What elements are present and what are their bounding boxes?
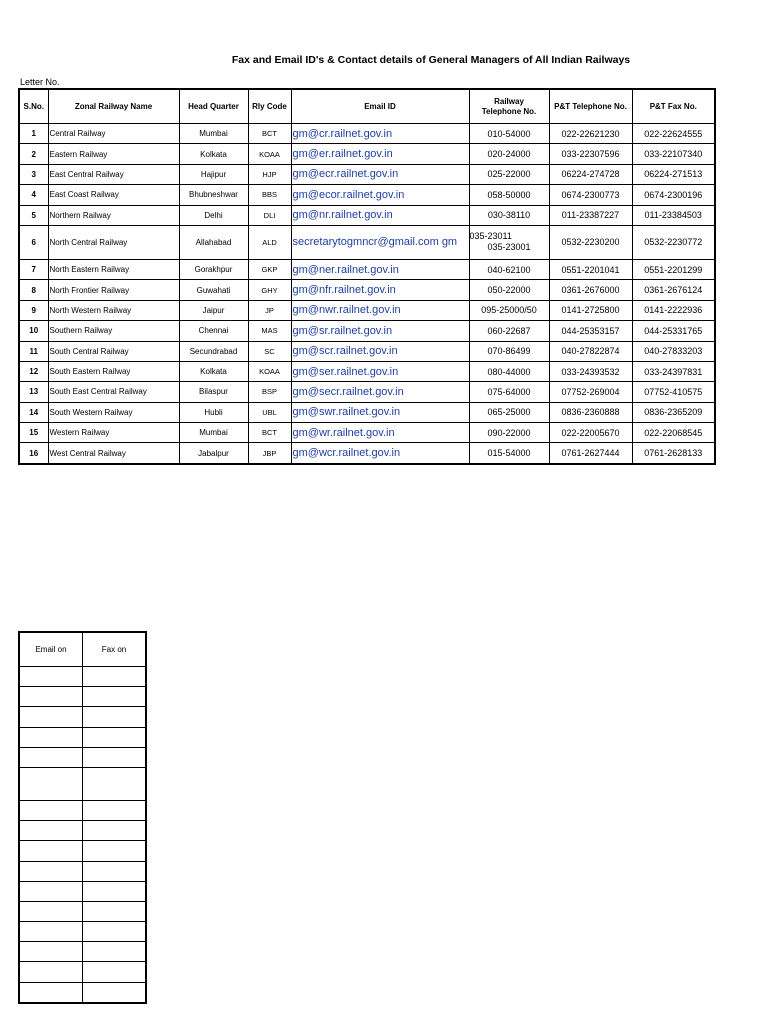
table-row: [19, 225, 715, 259]
row-email[interactable]: gm@ecor.railnet.gov.in: [291, 185, 469, 205]
row-railway-telephone: 080-44000: [469, 361, 549, 381]
row-pt-fax: 033-24397831: [632, 361, 715, 381]
row-pt-telephone: 06224-274728: [549, 164, 632, 184]
table-row: [19, 321, 715, 341]
header-railway-telephone: [469, 89, 549, 124]
table-row: [19, 185, 715, 205]
row-email[interactable]: gm@ner.railnet.gov.in: [291, 259, 469, 279]
row-zone-name: Western Railway: [48, 423, 179, 443]
row-sno: 14: [19, 402, 48, 422]
row-sno: 7: [19, 259, 48, 279]
log-row: [19, 841, 146, 861]
log-row: [19, 800, 146, 820]
row-zone-name: Northern Railway: [48, 205, 179, 225]
row-pt-fax: 0141-2222936: [632, 300, 715, 320]
row-zone-name: West Central Railway: [48, 443, 179, 464]
row-email[interactable]: gm@sr.railnet.gov.in: [291, 321, 469, 341]
row-railway-telephone: 030-38110: [469, 205, 549, 225]
row-sno: 8: [19, 280, 48, 300]
row-sno: 1: [19, 124, 48, 144]
row-sno: 12: [19, 361, 48, 381]
fax-on-cell[interactable]: [83, 767, 147, 800]
row-pt-fax: 0361-2676124: [632, 280, 715, 300]
row-zone-name: South Eastern Railway: [48, 361, 179, 381]
table-row: [19, 205, 715, 225]
row-head-quarter: Hajipur: [179, 164, 248, 184]
table-row: [19, 300, 715, 320]
row-pt-fax: 0532-2230772: [632, 225, 715, 259]
email-on-cell[interactable]: [19, 942, 83, 962]
row-zone-name: North Eastern Railway: [48, 259, 179, 279]
fax-on-header: Fax on: [83, 632, 147, 667]
row-pt-telephone: 07752-269004: [549, 382, 632, 402]
row-sno: 2: [19, 144, 48, 164]
email-on-cell[interactable]: [19, 707, 83, 727]
fax-on-cell[interactable]: [83, 861, 147, 881]
row-rly-code: HJP: [248, 164, 291, 184]
fax-on-cell[interactable]: [83, 982, 147, 1003]
row-rly-code: BCT: [248, 124, 291, 144]
railway-contacts-table: [18, 88, 716, 465]
log-row: [19, 667, 146, 687]
row-pt-telephone: 0761-2627444: [549, 443, 632, 464]
row-railway-telephone: 020-24000: [469, 144, 549, 164]
row-rly-code: UBL: [248, 402, 291, 422]
row-zone-name: North Frontier Railway: [48, 280, 179, 300]
row-head-quarter: Bilaspur: [179, 382, 248, 402]
row-zone-name: South East Central Railway: [48, 382, 179, 402]
fax-on-cell[interactable]: [83, 881, 147, 901]
log-row: [19, 687, 146, 707]
row-email[interactable]: gm@nwr.railnet.gov.in: [291, 300, 469, 320]
log-row: [19, 747, 146, 767]
email-fax-log-table: [18, 631, 147, 1004]
row-zone-name: East Coast Railway: [48, 185, 179, 205]
row-pt-fax: 022-22068545: [632, 423, 715, 443]
row-pt-fax: 022-22624555: [632, 124, 715, 144]
email-on-cell[interactable]: [19, 687, 83, 707]
row-sno: 15: [19, 423, 48, 443]
row-pt-telephone: 040-27822874: [549, 341, 632, 361]
table-row: [19, 280, 715, 300]
fax-on-cell[interactable]: [83, 821, 147, 841]
header-rly-code: Rly Code: [248, 89, 291, 124]
row-rly-code: SC: [248, 341, 291, 361]
log-row: [19, 962, 146, 982]
row-sno: 10: [19, 321, 48, 341]
row-email[interactable]: gm@ser.railnet.gov.in: [291, 361, 469, 381]
log-row: [19, 881, 146, 901]
row-pt-telephone: 022-22621230: [549, 124, 632, 144]
row-email[interactable]: gm@swr.railnet.gov.in: [291, 402, 469, 422]
table-row: [19, 124, 715, 144]
letter-number-label: Letter No.: [20, 77, 60, 87]
row-sno: 13: [19, 382, 48, 402]
fax-on-cell[interactable]: [83, 922, 147, 942]
header-pt-telephone: P&T Telephone No.: [549, 89, 632, 124]
row-rly-code: BCT: [248, 423, 291, 443]
table-row: [19, 443, 715, 464]
row-sno: 6: [19, 225, 48, 259]
row-zone-name: Central Railway: [48, 124, 179, 144]
header-railway-telephone-line1: Railway: [494, 96, 524, 106]
row-pt-fax: 044-25331765: [632, 321, 715, 341]
log-row: [19, 982, 146, 1003]
row-head-quarter: Jabalpur: [179, 443, 248, 464]
row-zone-name: Southern Railway: [48, 321, 179, 341]
row-pt-telephone: 0141-2725800: [549, 300, 632, 320]
row-email[interactable]: gm@nfr.railnet.gov.in: [291, 280, 469, 300]
fax-on-cell[interactable]: [83, 800, 147, 820]
row-sno: 5: [19, 205, 48, 225]
row-pt-telephone: 0674-2300773: [549, 185, 632, 205]
log-row: [19, 821, 146, 841]
row-zone-name: East Central Railway: [48, 164, 179, 184]
email-on-cell[interactable]: [19, 841, 83, 861]
row-pt-fax: 06224-271513: [632, 164, 715, 184]
table-row: [19, 423, 715, 443]
row-head-quarter: Mumbai: [179, 124, 248, 144]
row-pt-fax: 0551-2201299: [632, 259, 715, 279]
log-row: [19, 727, 146, 747]
row-pt-telephone: 033-24393532: [549, 361, 632, 381]
row-email[interactable]: gm@secr.railnet.gov.in: [291, 382, 469, 402]
row-email[interactable]: gm@wcr.railnet.gov.in: [291, 443, 469, 464]
log-row: [19, 767, 146, 800]
row-head-quarter: Hubli: [179, 402, 248, 422]
row-railway-telephone: 050-22000: [469, 280, 549, 300]
email-on-cell[interactable]: [19, 881, 83, 901]
log-row: [19, 861, 146, 881]
header-head-quarter: Head Quarter: [179, 89, 248, 124]
row-email[interactable]: gm@er.railnet.gov.in: [291, 144, 469, 164]
row-railway-telephone-line2: 035-23001: [487, 242, 531, 253]
row-email[interactable]: gm@scr.railnet.gov.in: [291, 341, 469, 361]
row-head-quarter: Kolkata: [179, 361, 248, 381]
email-on-cell[interactable]: [19, 821, 83, 841]
fax-on-cell[interactable]: [83, 747, 147, 767]
row-zone-name: North Central Railway: [48, 225, 179, 259]
email-on-cell[interactable]: [19, 922, 83, 942]
row-pt-telephone: 044-25353157: [549, 321, 632, 341]
row-sno: 11: [19, 341, 48, 361]
email-on-cell[interactable]: [19, 767, 83, 800]
row-email[interactable]: gm@wr.railnet.gov.in: [291, 423, 469, 443]
header-railway-telephone-line2: Telephone No.: [481, 106, 537, 116]
row-railway-telephone-line1: 035-23011: [469, 231, 512, 242]
row-railway-telephone: 070-86499: [469, 341, 549, 361]
log-row: [19, 922, 146, 942]
table-row: [19, 259, 715, 279]
row-head-quarter: Gorakhpur: [179, 259, 248, 279]
row-zone-name: North Western Railway: [48, 300, 179, 320]
email-on-cell[interactable]: [19, 901, 83, 921]
row-railway-telephone: 065-25000: [469, 402, 549, 422]
table-header-row: [19, 89, 715, 124]
fax-on-cell[interactable]: [83, 962, 147, 982]
table-row: [19, 361, 715, 381]
row-railway-telephone: [469, 225, 549, 259]
row-pt-fax: 0761-2628133: [632, 443, 715, 464]
row-zone-name: South Western Railway: [48, 402, 179, 422]
log-row: [19, 901, 146, 921]
row-railway-telephone: 010-54000: [469, 124, 549, 144]
row-railway-telephone: 025-22000: [469, 164, 549, 184]
row-head-quarter: Secundrabad: [179, 341, 248, 361]
row-rly-code: MAS: [248, 321, 291, 341]
row-pt-telephone: 0551-2201041: [549, 259, 632, 279]
row-head-quarter: Mumbai: [179, 423, 248, 443]
row-railway-telephone: 060-22687: [469, 321, 549, 341]
header-zone: Zonal Railway Name: [48, 89, 179, 124]
row-pt-telephone: 011-23387227: [549, 205, 632, 225]
email-on-cell[interactable]: [19, 667, 83, 687]
row-pt-telephone: 022-22005670: [549, 423, 632, 443]
header-pt-fax: P&T Fax No.: [632, 89, 715, 124]
row-zone-name: South Central Railway: [48, 341, 179, 361]
row-rly-code: GHY: [248, 280, 291, 300]
row-rly-code: DLI: [248, 205, 291, 225]
row-pt-fax: 011-23384503: [632, 205, 715, 225]
fax-on-cell[interactable]: [83, 841, 147, 861]
row-email[interactable]: gm@cr.railnet.gov.in: [291, 124, 469, 144]
row-railway-telephone: 058-50000: [469, 185, 549, 205]
row-rly-code: JBP: [248, 443, 291, 464]
fax-on-cell[interactable]: [83, 901, 147, 921]
row-sno: 3: [19, 164, 48, 184]
email-on-cell[interactable]: [19, 861, 83, 881]
email-on-cell[interactable]: [19, 800, 83, 820]
row-rly-code: KOAA: [248, 144, 291, 164]
fax-on-cell[interactable]: [83, 707, 147, 727]
row-head-quarter: Delhi: [179, 205, 248, 225]
email-on-cell[interactable]: [19, 982, 83, 1003]
row-pt-telephone: 033-22307596: [549, 144, 632, 164]
row-sno: 4: [19, 185, 48, 205]
table-row: [19, 341, 715, 361]
log-header-row: [19, 632, 146, 667]
log-row: [19, 707, 146, 727]
row-pt-fax: 040-27833203: [632, 341, 715, 361]
table-row: [19, 402, 715, 422]
row-email[interactable]: gm@ecr.railnet.gov.in: [291, 164, 469, 184]
row-pt-telephone: 0361-2676000: [549, 280, 632, 300]
fax-on-cell[interactable]: [83, 667, 147, 687]
row-pt-fax: 07752-410575: [632, 382, 715, 402]
row-railway-telephone: 075-64000: [469, 382, 549, 402]
row-rly-code: GKP: [248, 259, 291, 279]
row-rly-code: BBS: [248, 185, 291, 205]
row-railway-telephone: 015-54000: [469, 443, 549, 464]
header-email: Email ID: [291, 89, 469, 124]
row-rly-code: BSP: [248, 382, 291, 402]
row-head-quarter: Allahabad: [179, 225, 248, 259]
email-on-cell[interactable]: [19, 727, 83, 747]
row-head-quarter: Bhubneshwar: [179, 185, 248, 205]
row-railway-telephone: 095-25000/50: [469, 300, 549, 320]
row-head-quarter: Guwahati: [179, 280, 248, 300]
row-sno: 16: [19, 443, 48, 464]
email-on-header: Email on: [19, 632, 83, 667]
row-pt-telephone: 0532-2230200: [549, 225, 632, 259]
row-rly-code: ALD: [248, 225, 291, 259]
row-pt-fax: 0674-2300196: [632, 185, 715, 205]
row-rly-code: KOAA: [248, 361, 291, 381]
row-rly-code: JP: [248, 300, 291, 320]
table-row: [19, 382, 715, 402]
row-head-quarter: Kolkata: [179, 144, 248, 164]
row-pt-telephone: 0836-2360888: [549, 402, 632, 422]
row-head-quarter: Jaipur: [179, 300, 248, 320]
table-row: [19, 164, 715, 184]
email-on-cell[interactable]: [19, 747, 83, 767]
row-railway-telephone: 040-62100: [469, 259, 549, 279]
row-head-quarter: Chennai: [179, 321, 248, 341]
log-row: [19, 942, 146, 962]
table-row: [19, 144, 715, 164]
row-email[interactable]: gm@nr.railnet.gov.in: [291, 205, 469, 225]
header-sno: S.No.: [19, 89, 48, 124]
fax-on-cell[interactable]: [83, 687, 147, 707]
fax-on-cell[interactable]: [83, 942, 147, 962]
email-on-cell[interactable]: [19, 962, 83, 982]
row-railway-telephone: 090-22000: [469, 423, 549, 443]
page-title: Fax and Email ID's & Contact details of General Managers of All Indian Railways: [231, 54, 631, 66]
row-pt-fax: 0836-2365209: [632, 402, 715, 422]
row-email[interactable]: secretarytogmncr@gmail.com gm: [291, 225, 469, 259]
fax-on-cell[interactable]: [83, 727, 147, 747]
row-zone-name: Eastern Railway: [48, 144, 179, 164]
row-pt-fax: 033-22107340: [632, 144, 715, 164]
row-sno: 9: [19, 300, 48, 320]
